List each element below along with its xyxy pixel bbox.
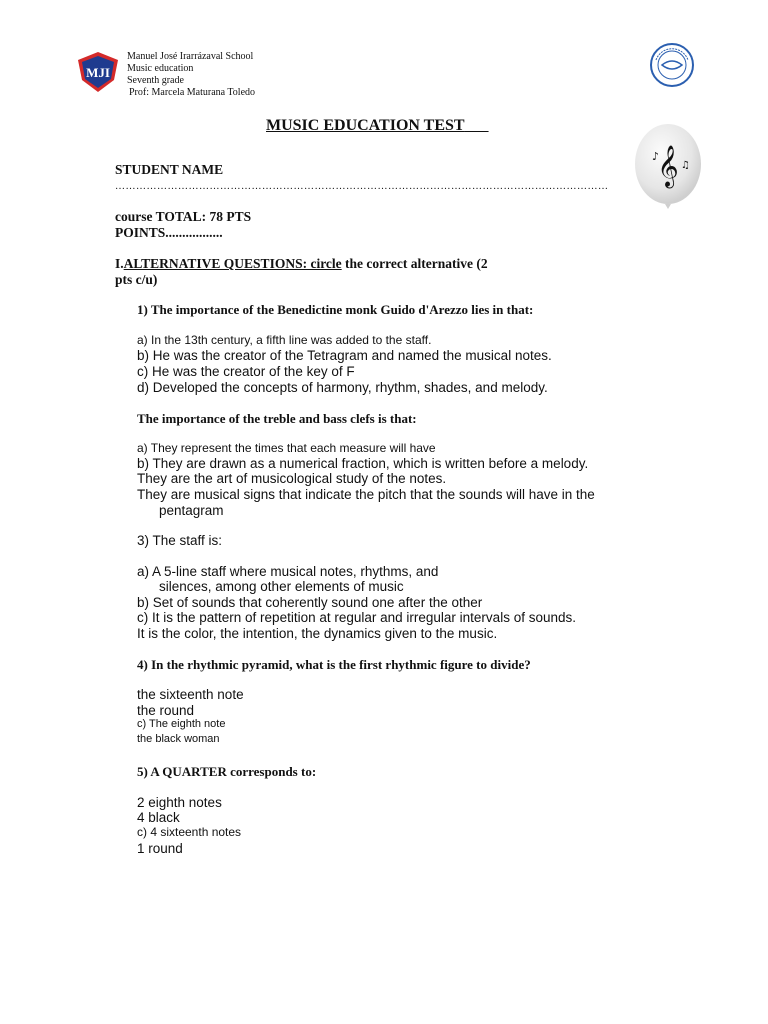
- course-total: course TOTAL: 78 PTS: [115, 209, 252, 224]
- question-1: 1) The importance of the Benedictine monk Guido d'Arezzo lies in that:: [137, 302, 534, 317]
- q3-option-c: c) It is the pattern of repetition at regular and irregular intervals of sounds.: [137, 610, 576, 625]
- q5-option-d: 1 round: [137, 841, 183, 856]
- q4-option-c: c) The eighth note: [137, 718, 226, 730]
- points-field: POINTS.................: [115, 225, 223, 240]
- music-note-icon: ♫: [681, 160, 690, 171]
- q3-option-b: b) Set of sounds that coherently sound one after the other: [137, 595, 483, 610]
- subject-name: Music education: [127, 63, 194, 74]
- q1-option-d: d) Developed the concepts of harmony, rhythm, shades, and melody.: [137, 380, 548, 395]
- q4-option-d: the black woman: [137, 733, 220, 745]
- question-5: 5) A QUARTER corresponds to:: [137, 764, 317, 779]
- school-logo: [76, 50, 120, 94]
- q5-option-a: 2 eighth notes: [137, 795, 222, 810]
- section-heading-cont: pts c/u): [115, 272, 158, 287]
- foundation-seal: [648, 42, 696, 88]
- page-title: MUSIC EDUCATION TEST: [266, 117, 465, 134]
- q2-option-b: b) They are drawn as a numerical fraction, which is written before a melody.: [137, 456, 589, 471]
- logo-initials: MJI: [86, 65, 110, 80]
- student-name-label: STUDENT NAME: [115, 162, 224, 177]
- grade-level: Seventh grade: [127, 75, 184, 86]
- q3-option-a: a) A 5-line staff where musical notes, rhythms, and: [137, 564, 439, 579]
- q4-option-b: the round: [137, 703, 195, 718]
- q2-option-d-cont: pentagram: [159, 503, 224, 518]
- student-name-line: ……………………………………………………………………………………………………………………………: [115, 181, 609, 192]
- q3-option-d: It is the color, the intention, the dynamics given to the music.: [137, 626, 498, 641]
- treble-clef-icon: 𝄞: [657, 146, 679, 187]
- q1-option-b: b) He was the creator of the Tetragram and named the musical notes.: [137, 348, 552, 363]
- q1-option-a: a) In the 13th century, a fifth line was added to the staff.: [137, 333, 432, 347]
- q2-option-c: They are the art of musicological study of the notes.: [137, 471, 447, 486]
- q5-option-b: 4 black: [137, 810, 180, 825]
- teacher-name: Prof: Marcela Maturana Toledo: [129, 87, 256, 98]
- question-2: The importance of the treble and bass clefs is that:: [137, 411, 417, 426]
- q5-option-c: c) 4 sixteenth notes: [137, 825, 242, 839]
- q3-option-a-cont: silences, among other elements of music: [159, 579, 404, 594]
- q2-option-a: a) They represent the times that each measure will have: [137, 441, 436, 455]
- question-3: 3) The staff is:: [137, 533, 223, 548]
- q4-option-a: the sixteenth note: [137, 687, 244, 702]
- q2-option-d: They are musical signs that indicate the pitch that the sounds will have in the: [137, 487, 595, 502]
- school-name: Manuel José Irarrázaval School: [127, 51, 254, 62]
- section-heading: I.ALTERNATIVE QUESTIONS: circle the correct alternative (2: [115, 256, 488, 271]
- q1-option-c: c) He was the creator of the key of F: [137, 364, 355, 379]
- music-note-icon: ♪: [652, 150, 660, 163]
- balloon-clef-image: [618, 120, 718, 220]
- question-4: 4) In the rhythmic pyramid, what is the first rhythmic figure to divide?: [137, 657, 531, 672]
